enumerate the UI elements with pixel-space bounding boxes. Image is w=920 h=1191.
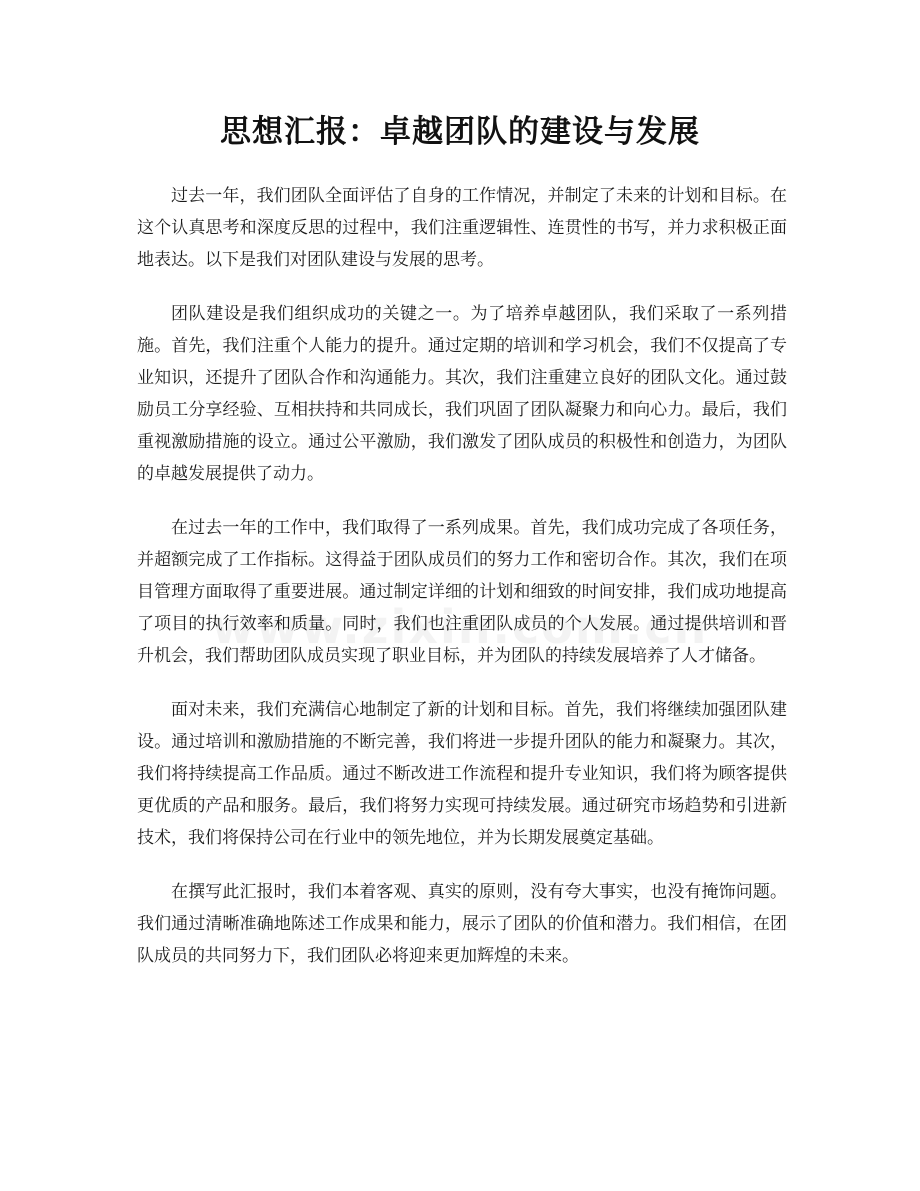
paragraph-2: 团队建设是我们组织成功的关键之一。为了培养卓越团队，我们采取了一系列措施。首先，我们注重个人能力的提升。通过定期的培训和学习机会，我们不仅提高了专业知识，还提升了团队合作和沟通能力。其次，我们注重建立良好的团队文化。通过鼓励员工分享经验、互相扶持和共同成长，我们巩固了团队凝聚力和向心力。最后，我们重视激励措施的设立。通过公平激励，我们激发了团队成员的积极性和创造力，为团队的卓越发展提供了动力。 (137, 304, 787, 484)
paragraph-3: 在过去一年的工作中，我们取得了一系列成果。首先，我们成功完成了各项任务，并超额完成了工作指标。这得益于团队成员们的努力工作和密切合作。其次，我们在项目管理方面取得了重要进展。通过制定详细的计划和细致的时间安排，我们成功地提高了项目的执行效率和质量。同时，我们也注重团队成员的个人发展。通过提供培训和晋升机会，我们帮助团队成员实现了职业目标，并为团队的持续发展培养了人才储备。 (137, 518, 787, 666)
document-body (137, 180, 787, 994)
paragraph-4: 面对未来，我们充满信心地制定了新的计划和目标。首先，我们将继续加强团队建设。通过培训和激励措施的不断完善，我们将进一步提升团队的能力和凝聚力。其次，我们将持续提高工作品质。通过不断改进工作流程和提升专业知识，我们将为顾客提供更优质的产品和服务。最后，我们将努力实现可持续发展。通过研究市场趋势和引进新技术，我们将保持公司在行业中的领先地位，并为长期发展奠定基础。 (137, 700, 787, 848)
paragraph-1: 过去一年，我们团队全面评估了自身的工作情况，并制定了未来的计划和目标。在这个认真思考和深度反思的过程中，我们注重逻辑性、连贯性的书写，并力求积极正面地表达。以下是我们对团队建设与发展的思考。 (137, 186, 787, 270)
paragraph-5: 在撰写此汇报时，我们本着客观、真实的原则，没有夸大事实，也没有掩饰问题。我们通过清晰准确地陈述工作成果和能力，展示了团队的价值和潜力。我们相信，在团队成员的共同努力下，我们团队必将迎来更加辉煌的未来。 (137, 882, 787, 966)
document-title: 思想汇报：卓越团队的建设与发展 (220, 114, 700, 150)
